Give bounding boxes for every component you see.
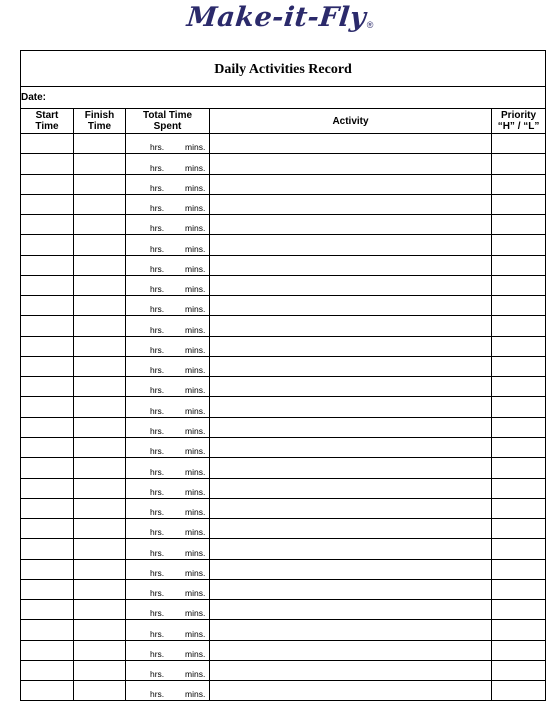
mins-label: mins. bbox=[185, 243, 206, 254]
mins-label: mins. bbox=[185, 507, 206, 518]
priority-cell[interactable] bbox=[492, 458, 546, 478]
table-row bbox=[21, 579, 546, 599]
hrs-label: hrs. bbox=[150, 648, 165, 659]
total-time-cell[interactable] bbox=[126, 620, 210, 640]
table-row bbox=[21, 559, 546, 579]
start-time-cell[interactable] bbox=[21, 437, 74, 457]
finish-time-cell[interactable] bbox=[74, 377, 126, 397]
mins-label: mins. bbox=[185, 527, 206, 538]
finish-time-cell[interactable] bbox=[74, 620, 126, 640]
activity-cell[interactable] bbox=[210, 356, 492, 376]
finish-time-cell[interactable] bbox=[74, 640, 126, 660]
hrs-label: hrs. bbox=[150, 365, 165, 376]
finish-time-cell[interactable] bbox=[74, 356, 126, 376]
form-title: Daily Activities Record bbox=[214, 61, 352, 77]
activity-cell[interactable] bbox=[210, 174, 492, 194]
header-finish-time bbox=[74, 109, 126, 134]
total-time-cell[interactable] bbox=[126, 660, 210, 680]
start-time-cell[interactable] bbox=[21, 660, 74, 680]
hrs-label: hrs. bbox=[150, 689, 165, 700]
start-time-cell[interactable] bbox=[21, 235, 74, 255]
priority-cell[interactable] bbox=[492, 579, 546, 599]
priority-cell[interactable] bbox=[492, 336, 546, 356]
start-time-cell[interactable] bbox=[21, 539, 74, 559]
hrs-label: hrs. bbox=[150, 405, 165, 416]
header-total-line1: Total Time bbox=[142, 110, 193, 121]
table-row bbox=[21, 458, 546, 478]
hrs-label: hrs. bbox=[150, 203, 165, 214]
finish-time-cell[interactable] bbox=[74, 174, 126, 194]
mins-label: mins. bbox=[185, 405, 206, 416]
activities-record-table bbox=[20, 50, 546, 701]
table-row bbox=[21, 640, 546, 660]
mins-label: mins. bbox=[185, 567, 206, 578]
table-row bbox=[21, 174, 546, 194]
mins-label: mins. bbox=[185, 486, 206, 497]
table-row bbox=[21, 620, 546, 640]
activity-cell[interactable] bbox=[210, 134, 492, 154]
mins-label: mins. bbox=[185, 203, 206, 214]
finish-time-cell[interactable] bbox=[74, 458, 126, 478]
finish-time-cell[interactable] bbox=[74, 296, 126, 316]
activity-cell[interactable] bbox=[210, 458, 492, 478]
hrs-label: hrs. bbox=[150, 223, 165, 234]
table-row bbox=[21, 478, 546, 498]
priority-cell[interactable] bbox=[492, 478, 546, 498]
activity-cell[interactable] bbox=[210, 579, 492, 599]
priority-cell[interactable] bbox=[492, 275, 546, 295]
start-time-cell[interactable] bbox=[21, 600, 74, 620]
hrs-label: hrs. bbox=[150, 182, 165, 193]
start-time-cell[interactable] bbox=[21, 316, 74, 336]
total-time-cell[interactable] bbox=[126, 600, 210, 620]
start-time-cell[interactable] bbox=[21, 134, 74, 154]
mins-label: mins. bbox=[185, 162, 206, 173]
activity-cell[interactable] bbox=[210, 296, 492, 316]
total-time-cell[interactable] bbox=[126, 498, 210, 518]
finish-time-cell[interactable] bbox=[74, 539, 126, 559]
priority-cell[interactable] bbox=[492, 417, 546, 437]
finish-time-cell[interactable] bbox=[74, 437, 126, 457]
title-cell bbox=[21, 51, 546, 87]
header-priority-line2: “H” / “L” bbox=[497, 121, 540, 132]
start-time-cell[interactable] bbox=[21, 296, 74, 316]
finish-time-cell[interactable] bbox=[74, 336, 126, 356]
total-time-cell[interactable] bbox=[126, 559, 210, 579]
mins-label: mins. bbox=[185, 425, 206, 436]
start-time-cell[interactable] bbox=[21, 356, 74, 376]
finish-time-cell[interactable] bbox=[74, 559, 126, 579]
mins-label: mins. bbox=[185, 344, 206, 355]
hrs-label: hrs. bbox=[150, 142, 165, 153]
activity-cell[interactable] bbox=[210, 478, 492, 498]
total-time-cell[interactable] bbox=[126, 174, 210, 194]
hrs-label: hrs. bbox=[150, 284, 165, 295]
activity-cell[interactable] bbox=[210, 559, 492, 579]
activity-cell[interactable] bbox=[210, 316, 492, 336]
table-row bbox=[21, 296, 546, 316]
activity-cell[interactable] bbox=[210, 620, 492, 640]
hrs-label: hrs. bbox=[150, 446, 165, 457]
total-time-cell[interactable] bbox=[126, 296, 210, 316]
priority-cell[interactable] bbox=[492, 640, 546, 660]
finish-time-cell[interactable] bbox=[74, 397, 126, 417]
priority-cell[interactable] bbox=[492, 174, 546, 194]
finish-time-cell[interactable] bbox=[74, 660, 126, 680]
mins-label: mins. bbox=[185, 648, 206, 659]
table-row bbox=[21, 377, 546, 397]
finish-time-cell[interactable] bbox=[74, 600, 126, 620]
table-row bbox=[21, 519, 546, 539]
priority-cell[interactable] bbox=[492, 620, 546, 640]
activity-cell[interactable] bbox=[210, 498, 492, 518]
date-cell[interactable] bbox=[21, 87, 546, 109]
start-time-cell[interactable] bbox=[21, 154, 74, 174]
mins-label: mins. bbox=[185, 182, 206, 193]
activity-cell[interactable] bbox=[210, 275, 492, 295]
table-row bbox=[21, 154, 546, 174]
hrs-label: hrs. bbox=[150, 669, 165, 680]
table-row bbox=[21, 539, 546, 559]
activity-cell[interactable] bbox=[210, 660, 492, 680]
hrs-label: hrs. bbox=[150, 567, 165, 578]
total-time-cell[interactable] bbox=[126, 437, 210, 457]
total-time-cell[interactable] bbox=[126, 681, 210, 701]
priority-cell[interactable] bbox=[492, 194, 546, 214]
mins-label: mins. bbox=[185, 304, 206, 315]
finish-time-cell[interactable] bbox=[74, 194, 126, 214]
hrs-label: hrs. bbox=[150, 466, 165, 477]
start-time-cell[interactable] bbox=[21, 620, 74, 640]
mins-label: mins. bbox=[185, 446, 206, 457]
activity-cell[interactable] bbox=[210, 255, 492, 275]
header-start-time bbox=[21, 109, 74, 134]
header-total-line2: Spent bbox=[153, 121, 182, 132]
hrs-label: hrs. bbox=[150, 324, 165, 335]
table-row bbox=[21, 235, 546, 255]
table-row bbox=[21, 336, 546, 356]
mins-label: mins. bbox=[185, 547, 206, 558]
finish-time-cell[interactable] bbox=[74, 235, 126, 255]
mins-label: mins. bbox=[185, 608, 206, 619]
priority-cell[interactable] bbox=[492, 377, 546, 397]
table-row bbox=[21, 134, 546, 154]
start-time-cell[interactable] bbox=[21, 498, 74, 518]
start-time-cell[interactable] bbox=[21, 377, 74, 397]
mins-label: mins. bbox=[185, 284, 206, 295]
mins-label: mins. bbox=[185, 263, 206, 274]
priority-cell[interactable] bbox=[492, 154, 546, 174]
start-time-cell[interactable] bbox=[21, 174, 74, 194]
activity-cell[interactable] bbox=[210, 417, 492, 437]
start-time-cell[interactable] bbox=[21, 640, 74, 660]
total-time-cell[interactable] bbox=[126, 478, 210, 498]
hrs-label: hrs. bbox=[150, 263, 165, 274]
finish-time-cell[interactable] bbox=[74, 134, 126, 154]
finish-time-cell[interactable] bbox=[74, 478, 126, 498]
total-time-cell[interactable] bbox=[126, 316, 210, 336]
priority-cell[interactable] bbox=[492, 600, 546, 620]
table-row bbox=[21, 417, 546, 437]
hrs-label: hrs. bbox=[150, 628, 165, 639]
start-time-cell[interactable] bbox=[21, 215, 74, 235]
hrs-label: hrs. bbox=[150, 507, 165, 518]
table-row bbox=[21, 356, 546, 376]
hrs-label: hrs. bbox=[150, 588, 165, 599]
total-time-cell[interactable] bbox=[126, 397, 210, 417]
start-time-cell[interactable] bbox=[21, 681, 74, 701]
finish-time-cell[interactable] bbox=[74, 519, 126, 539]
header-finish-line2: Time bbox=[87, 121, 112, 132]
activity-cell[interactable] bbox=[210, 235, 492, 255]
brand-logo bbox=[0, 2, 560, 44]
table-row bbox=[21, 498, 546, 518]
activity-cell[interactable] bbox=[210, 397, 492, 417]
finish-time-cell[interactable] bbox=[74, 154, 126, 174]
hrs-label: hrs. bbox=[150, 486, 165, 497]
total-time-cell[interactable] bbox=[126, 458, 210, 478]
start-time-cell[interactable] bbox=[21, 275, 74, 295]
header-activity-label: Activity bbox=[332, 115, 369, 127]
date-label: Date: bbox=[21, 92, 47, 103]
priority-cell[interactable] bbox=[492, 397, 546, 417]
header-priority bbox=[492, 109, 546, 134]
priority-cell[interactable] bbox=[492, 681, 546, 701]
priority-cell[interactable] bbox=[492, 296, 546, 316]
priority-cell[interactable] bbox=[492, 215, 546, 235]
hrs-label: hrs. bbox=[150, 527, 165, 538]
table-row bbox=[21, 316, 546, 336]
total-time-cell[interactable] bbox=[126, 377, 210, 397]
hrs-label: hrs. bbox=[150, 243, 165, 254]
start-time-cell[interactable] bbox=[21, 458, 74, 478]
table-row bbox=[21, 275, 546, 295]
table-row bbox=[21, 681, 546, 701]
start-time-cell[interactable] bbox=[21, 559, 74, 579]
total-time-cell[interactable] bbox=[126, 235, 210, 255]
priority-cell[interactable] bbox=[492, 235, 546, 255]
priority-cell[interactable] bbox=[492, 356, 546, 376]
finish-time-cell[interactable] bbox=[74, 255, 126, 275]
finish-time-cell[interactable] bbox=[74, 681, 126, 701]
total-time-cell[interactable] bbox=[126, 215, 210, 235]
date-row bbox=[21, 87, 546, 109]
activity-cell[interactable] bbox=[210, 539, 492, 559]
header-start-line1: Start bbox=[35, 110, 59, 121]
header-activity bbox=[210, 109, 492, 134]
mins-label: mins. bbox=[185, 466, 206, 477]
start-time-cell[interactable] bbox=[21, 417, 74, 437]
mins-label: mins. bbox=[185, 223, 206, 234]
hrs-label: hrs. bbox=[150, 385, 165, 396]
table-row bbox=[21, 215, 546, 235]
activity-cell[interactable] bbox=[210, 336, 492, 356]
activity-cell[interactable] bbox=[210, 437, 492, 457]
total-time-cell[interactable] bbox=[126, 579, 210, 599]
activity-cell[interactable] bbox=[210, 600, 492, 620]
start-time-cell[interactable] bbox=[21, 397, 74, 417]
activity-cell[interactable] bbox=[210, 681, 492, 701]
start-time-cell[interactable] bbox=[21, 336, 74, 356]
total-time-cell[interactable] bbox=[126, 640, 210, 660]
mins-label: mins. bbox=[185, 669, 206, 680]
logo-text: Make-it-Fly bbox=[185, 2, 368, 33]
priority-cell[interactable] bbox=[492, 316, 546, 336]
mins-label: mins. bbox=[185, 588, 206, 599]
header-row bbox=[21, 109, 546, 134]
start-time-cell[interactable] bbox=[21, 519, 74, 539]
priority-cell[interactable] bbox=[492, 255, 546, 275]
mins-label: mins. bbox=[185, 365, 206, 376]
priority-cell[interactable] bbox=[492, 498, 546, 518]
start-time-cell[interactable] bbox=[21, 255, 74, 275]
table-row bbox=[21, 194, 546, 214]
total-time-cell[interactable] bbox=[126, 539, 210, 559]
mins-label: mins. bbox=[185, 628, 206, 639]
priority-cell[interactable] bbox=[492, 660, 546, 680]
mins-label: mins. bbox=[185, 689, 206, 700]
finish-time-cell[interactable] bbox=[74, 417, 126, 437]
mins-label: mins. bbox=[185, 385, 206, 396]
header-finish-line1: Finish bbox=[84, 110, 115, 121]
finish-time-cell[interactable] bbox=[74, 275, 126, 295]
total-time-cell[interactable] bbox=[126, 154, 210, 174]
start-time-cell[interactable] bbox=[21, 194, 74, 214]
hrs-label: hrs. bbox=[150, 304, 165, 315]
total-time-cell[interactable] bbox=[126, 255, 210, 275]
activity-cell[interactable] bbox=[210, 519, 492, 539]
table-row bbox=[21, 397, 546, 417]
hrs-label: hrs. bbox=[150, 344, 165, 355]
hrs-label: hrs. bbox=[150, 162, 165, 173]
header-priority-line1: Priority bbox=[501, 110, 537, 121]
activity-cell[interactable] bbox=[210, 154, 492, 174]
finish-time-cell[interactable] bbox=[74, 215, 126, 235]
hrs-label: hrs. bbox=[150, 425, 165, 436]
activity-cell[interactable] bbox=[210, 377, 492, 397]
priority-cell[interactable] bbox=[492, 559, 546, 579]
priority-cell[interactable] bbox=[492, 519, 546, 539]
activity-cell[interactable] bbox=[210, 215, 492, 235]
table-row bbox=[21, 600, 546, 620]
total-time-cell[interactable] bbox=[126, 356, 210, 376]
hrs-label: hrs. bbox=[150, 547, 165, 558]
total-time-cell[interactable] bbox=[126, 275, 210, 295]
start-time-cell[interactable] bbox=[21, 478, 74, 498]
registered-mark: ® bbox=[366, 20, 374, 30]
table-row bbox=[21, 660, 546, 680]
total-time-cell[interactable] bbox=[126, 519, 210, 539]
priority-cell[interactable] bbox=[492, 539, 546, 559]
priority-cell[interactable] bbox=[492, 437, 546, 457]
finish-time-cell[interactable] bbox=[74, 579, 126, 599]
title-row bbox=[21, 51, 546, 87]
header-start-line2: Time bbox=[35, 121, 59, 132]
total-time-cell[interactable] bbox=[126, 417, 210, 437]
activity-cell[interactable] bbox=[210, 640, 492, 660]
total-time-cell[interactable] bbox=[126, 134, 210, 154]
hrs-label: hrs. bbox=[150, 608, 165, 619]
mins-label: mins. bbox=[185, 324, 206, 335]
table-row bbox=[21, 255, 546, 275]
finish-time-cell[interactable] bbox=[74, 498, 126, 518]
finish-time-cell[interactable] bbox=[74, 316, 126, 336]
start-time-cell[interactable] bbox=[21, 579, 74, 599]
mins-label: mins. bbox=[185, 142, 206, 153]
activity-cell[interactable] bbox=[210, 194, 492, 214]
header-total-time bbox=[126, 109, 210, 134]
total-time-cell[interactable] bbox=[126, 194, 210, 214]
priority-cell[interactable] bbox=[492, 134, 546, 154]
total-time-cell[interactable] bbox=[126, 336, 210, 356]
table-row bbox=[21, 437, 546, 457]
